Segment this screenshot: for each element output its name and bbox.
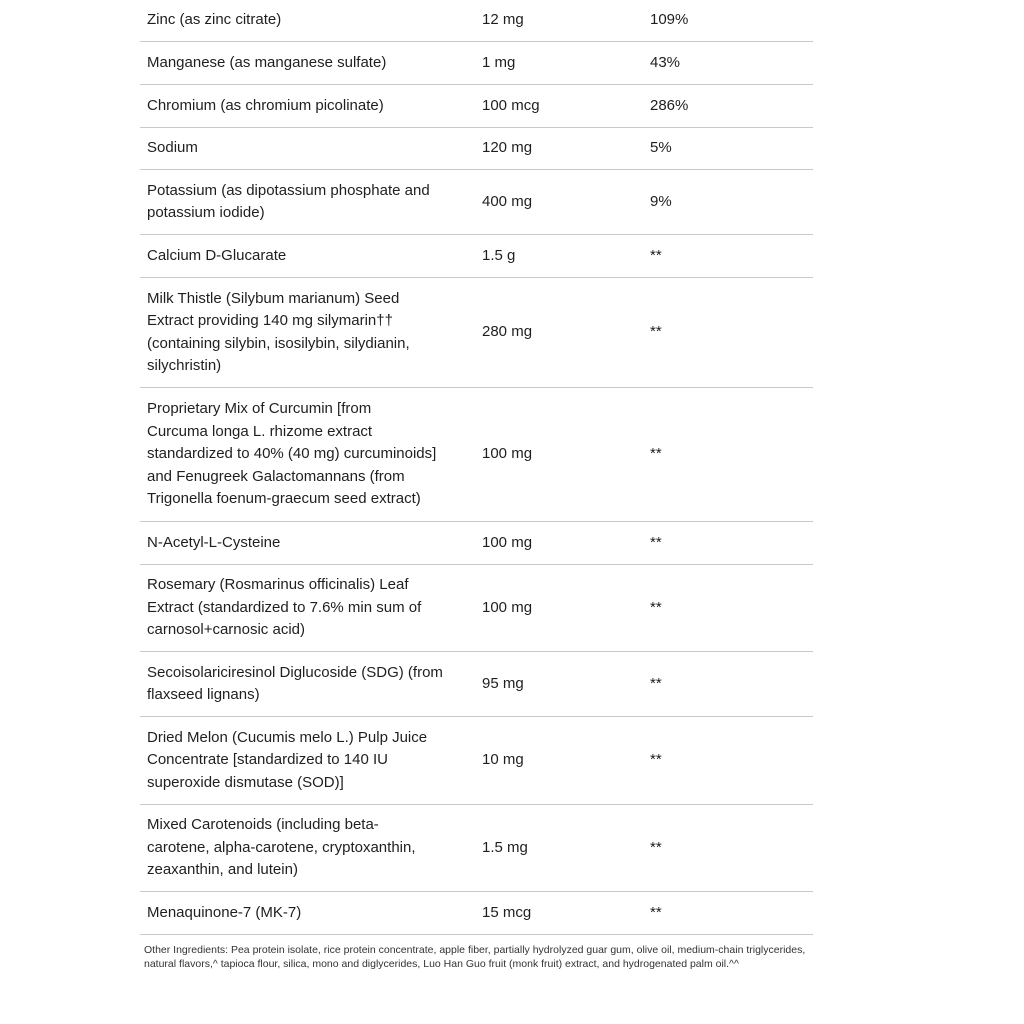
table-row [140, 85, 813, 128]
ingredient-amount: 15 mcg [482, 903, 532, 921]
ingredient-amount: 12 mg [482, 11, 524, 29]
daily-value: ** [650, 445, 662, 463]
ingredient-name: Menaquinone-7 (MK-7) [147, 903, 302, 921]
ingredient-name: Secoisolariciresinol Diglucoside (SDG) (from flaxseed lignans) [147, 663, 443, 703]
table-row [140, 128, 813, 170]
daily-value: ** [650, 674, 662, 692]
ingredient-name: Proprietary Mix of Curcumin [from Curcuma longa L. rhizome extract standardized to 40% (40 mg) curcuminoids] and Fenugreek Galactomannans (from Trigonella foenum-graecum seed extract) [147, 400, 437, 508]
daily-value: ** [650, 246, 662, 264]
ingredient-amount: 100 mcg [482, 96, 540, 114]
ingredient-name: Calcium D-Glucarate [147, 246, 287, 264]
supplement-facts-table [140, 0, 813, 935]
table-row [140, 565, 813, 652]
daily-value: 5% [650, 139, 672, 157]
ingredient-name: Mixed Carotenoids (including beta- carotene, alpha-carotene, cryptoxanthin, zeaxanthin, and lutein) [147, 816, 416, 879]
daily-value: ** [650, 751, 662, 769]
ingredient-name: Milk Thistle (Silybum marianum) Seed Extract providing 140 mg silymarin†† (containing silybin, isosilybin, silydianin, silychristin) [147, 289, 410, 374]
ingredient-amount: 1 mg [482, 53, 516, 71]
ingredient-name: Potassium (as dipotassium phosphate and potassium iodide) [147, 181, 430, 221]
ingredient-amount: 1.5 g [482, 246, 516, 264]
daily-value: 43% [650, 53, 681, 71]
other-ingredients-note: Other Ingredients: Pea protein isolate, rice protein concentrate, apple fiber, partially hydrolyzed guar gum, olive oil, medium-chain triglycerides, natural flavors,^ tapioca flour, silica, mono and diglycerides, Luo Han Guo fruit (monk fruit) extract, and hydrogenated palm oil.^^ [144, 944, 806, 971]
table-row [140, 235, 813, 278]
table-row [140, 805, 813, 892]
daily-value: ** [650, 533, 662, 551]
ingredient-name: Chromium (as chromium picolinate) [147, 96, 384, 114]
ingredient-amount: 1.5 mg [482, 838, 528, 856]
ingredient-name: Dried Melon (Cucumis melo L.) Pulp Juice Concentrate [standardized to 140 IU superoxide dismutase (SOD)] [147, 728, 428, 791]
ingredient-amount: 100 mg [482, 533, 533, 551]
ingredient-name: Zinc (as zinc citrate) [147, 11, 282, 29]
table-row [140, 0, 813, 42]
ingredient-name: Manganese (as manganese sulfate) [147, 53, 387, 71]
daily-value: ** [650, 903, 662, 921]
daily-value: ** [650, 598, 662, 616]
ingredient-amount: 400 mg [482, 192, 533, 210]
table-row [140, 652, 813, 717]
table-row [140, 42, 813, 85]
daily-value: ** [650, 323, 662, 341]
ingredient-amount: 95 mg [482, 674, 524, 692]
ingredient-amount: 10 mg [482, 751, 524, 769]
daily-value: 9% [650, 192, 672, 210]
ingredient-amount: 100 mg [482, 598, 533, 616]
table-row [140, 278, 813, 388]
table-row [140, 717, 813, 805]
table-row [140, 170, 813, 235]
table-row [140, 522, 813, 565]
daily-value: 109% [650, 11, 689, 29]
ingredient-amount: 280 mg [482, 323, 533, 341]
ingredient-name: Sodium [147, 139, 198, 157]
daily-value: 286% [650, 96, 689, 114]
table-row [140, 388, 813, 522]
daily-value: ** [650, 838, 662, 856]
ingredient-amount: 100 mg [482, 445, 533, 463]
ingredient-name: N-Acetyl-L-Cysteine [147, 533, 281, 551]
ingredient-name: Rosemary (Rosmarinus officinalis) Leaf Extract (standardized to 7.6% min sum of carnosol+carnosic acid) [147, 576, 422, 639]
table-row [140, 892, 813, 935]
ingredient-amount: 120 mg [482, 139, 533, 157]
